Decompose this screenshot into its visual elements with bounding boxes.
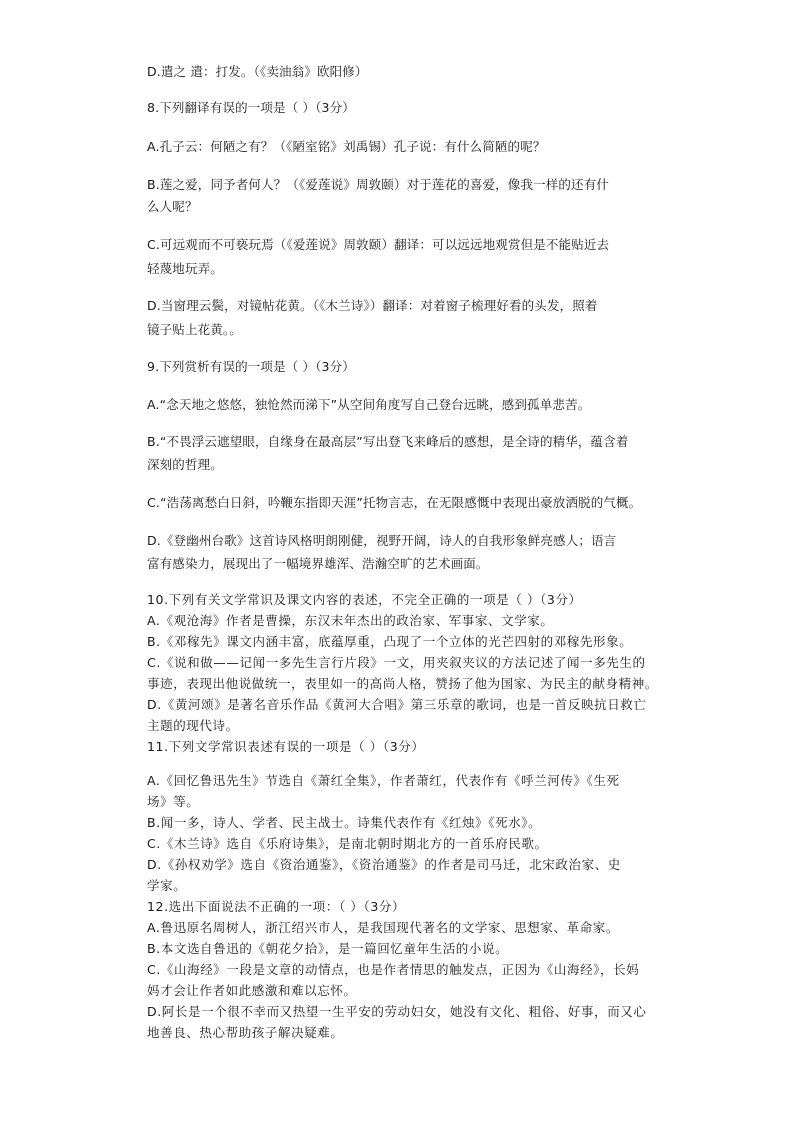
q10-option-c-line1: C.《说和做——记闻一多先生言行片段》一文，用夹叙夹议的方法记述了闻一多先生的: [147, 655, 646, 670]
q12-option-d-line2: 地善良、热心帮助孩子解决疑难。: [147, 1025, 344, 1040]
q11-stem: 11.下列文学常识表述有误的一项是（ ）（3分）: [147, 739, 425, 754]
q8-option-b-line1: B.莲之爱，同予者何人？（《爱莲说》周敦颐）对于莲花的喜爱，像我一样的还有什: [147, 177, 610, 192]
q8-option-d-line2: 镜子贴上花黄。。: [147, 322, 242, 337]
q9-option-b-line1: B.“不畏浮云遮望眼，自缘身在最高层”写出登飞来峰后的感想，是全诗的精华，蕴含着: [147, 434, 629, 449]
q9-option-c: C.“浩荡离愁白日斜，吟鞭东指即天涯”托物言志，在无限感慨中表现出豪放洒脱的气概。: [147, 495, 642, 510]
q10-option-a: A.《观沧海》作者是曹操，东汉末年杰出的政治家、军事家、文学家。: [147, 613, 554, 628]
q12-option-c-line1: C.《山海经》一段是文章的动情点，也是作者情思的触发点，正因为《山海经》，长妈: [147, 962, 640, 977]
q9-option-a: A.“念天地之悠悠，独怆然而涕下”从空间角度写自己登台远眺，感到孤单悲苦。: [147, 397, 591, 412]
q10-option-d-line1: D.《黄河颂》是著名音乐作品《黄河大合唱》第三乐章的歌词，也是一首反映抗日救亡: [147, 697, 647, 712]
q9-option-b-line2: 深刻的哲理。: [147, 457, 223, 472]
q8-option-c-line1: C.可远观而不可亵玩焉（《爱莲说》周敦颐）翻译：可以远远地观赏但是不能贴近去: [147, 237, 610, 252]
q12-option-d-line1: D.阿长是一个很不幸而又热望一生平安的劳动妇女，她没有文化、粗俗、好事，而又心: [147, 1004, 647, 1019]
q8-option-b-line2: 么人呢？: [147, 199, 198, 214]
q12-option-a: A.鲁迅原名周树人，浙江绍兴市人，是我国现代著名的文学家、思想家、革命家。: [147, 920, 620, 935]
q12-option-b: B.本文选自鲁迅的《朝花夕拾》，是一篇回忆童年生活的小说。: [147, 941, 509, 956]
q11-option-d-line2: 学家。: [147, 878, 187, 893]
q8-option-c-line2: 轻蔑地玩弄。: [147, 261, 223, 276]
q9-option-d-line2: 富有感染力，展现出了一幅境界雄浑、浩瀚空旷的艺术画面。: [147, 556, 489, 571]
q9-stem: 9.下列赏析有误的一项是（ ）（3分）: [147, 359, 355, 374]
q11-option-d-line1: D.《孙权劝学》选自《资治通鉴》，《资治通鉴》的作者是司马迁，北宋政治家、史: [147, 857, 621, 872]
q8-option-a: A.孔子云：何陋之有？（《陋室铭》刘禹锡）孔子说：有什么简陋的呢？: [147, 139, 546, 154]
q11-option-a-line1: A.《回忆鲁迅先生》节选自《萧红全集》，作者萧红，代表作有《呼兰河传》《生死: [147, 773, 620, 788]
q8-stem: 8.下列翻译有误的一项是（ ）（3分）: [147, 100, 355, 115]
q11-option-a-line2: 场》等。: [147, 794, 200, 809]
q11-option-c: C.《木兰诗》选自《乐府诗集》，是南北朝时期北方的一首乐府民歌。: [147, 836, 548, 851]
q10-option-d-line2: 主题的现代诗。: [147, 718, 239, 733]
q12-option-c-line2: 妈才会让作者如此感激和难以忘怀。: [147, 983, 357, 998]
q10-option-c-line2: 事迹，表现出他说做统一，表里如一的高尚人格，赞扬了他为国家、为民主的献身精神。: [147, 676, 658, 691]
q10-stem: 10.下列有关文学常识及课文内容的表述，不完全正确的一项是（ ）（3分）: [147, 592, 582, 607]
q10-option-b: B.《邓稼先》课文内涵丰富，底蕴厚重，凸现了一个立体的光芒四射的邓稼先形象。: [147, 634, 633, 649]
q12-stem: 12.选出下面说法不正确的一项：（ ）（3分）: [147, 899, 406, 914]
q8-option-d-line1: D.当窗理云鬓，对镜帖花黄。（《木兰诗》）翻译：对着窗子梳理好看的头发，照着: [147, 298, 598, 313]
q9-option-d-line1: D.《登幽州台歌》这首诗风格明朗刚健，视野开阔，诗人的自我形象鲜亮感人；语言: [147, 533, 617, 548]
q11-option-b: B.闻一多，诗人、学者、民主战士。诗集代表作有《红烛》《死水》。: [147, 815, 542, 830]
q7-option-d: D.遣之 遣：打发。（《卖油翁》欧阳修）: [147, 64, 368, 79]
